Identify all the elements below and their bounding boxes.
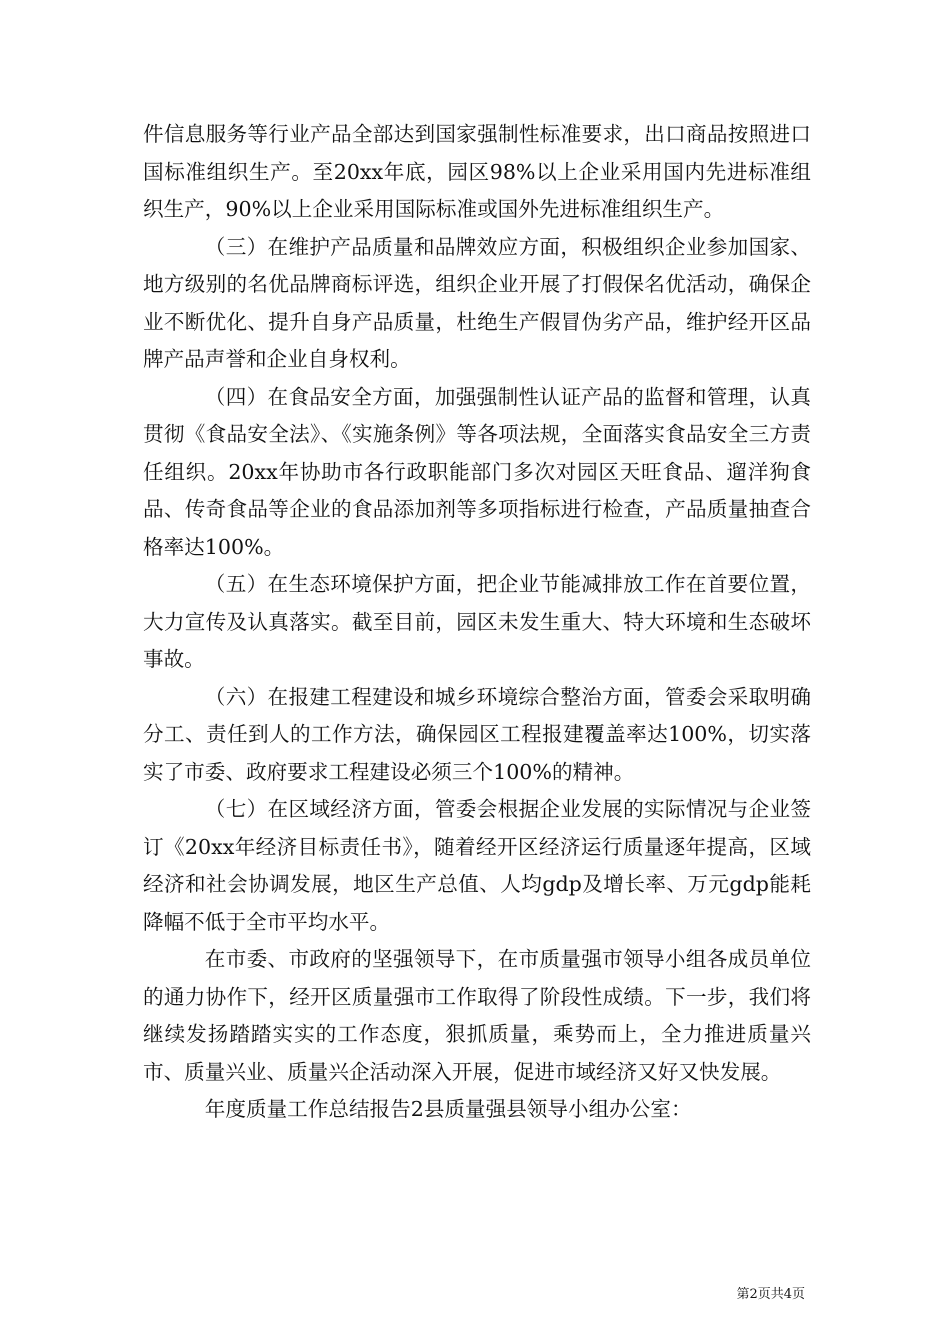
paragraph-next-report-heading: 年度质量工作总结报告2县质量强县领导小组办公室： bbox=[204, 1097, 692, 1121]
paragraph-continuation: 件信息服务等行业产品全部达到国家强制性标准要求，出口商品按照进口国标准组织生产。至20xx年底，园区98%以上企业采用国内先进标准组织生产，90%以上企业采用国际标准或国外先进标准组织生产。 bbox=[143, 122, 811, 221]
paragraph-section-six: （六）在报建工程建设和城乡环境综合整治方面，管委会采取明确分工、责任到人的工作方法，确保园区工程报建覆盖率达100%，切实落实了市委、政府要求工程建设必须三个100%的精神。 bbox=[143, 684, 811, 784]
paragraph-section-three: （三）在维护产品质量和品牌效应方面，积极组织企业参加国家、地方级别的名优品牌商标评选，组织企业开展了打假保名优活动，确保企业不断优化、提升自身产品质量，杜绝生产假冒伪劣产品，维护经开区品牌产品声誉和企业自身权利。 bbox=[143, 234, 811, 371]
paragraph-section-four: （四）在食品安全方面，加强强制性认证产品的监督和管理，认真贯彻《食品安全法》、《实施条例》等各项法规，全面落实食品安全三方责任组织。20xx年协助市各行政职能部门多次对园区天旺食品、遛洋狗食品、传奇食品等企业的食品添加剂等多项指标进行检查，产品质量抽查合格率达100%。 bbox=[143, 384, 811, 559]
document-body bbox=[143, 116, 811, 1129]
paragraph-section-five: （五）在生态环境保护方面，把企业节能减排放工作在首要位置，大力宣传及认真落实。截至目前，园区未发生重大、特大环境和生态破坏事故。 bbox=[143, 572, 811, 671]
page-number-footer: 第2页共4页 bbox=[736, 1287, 805, 1302]
paragraph-conclusion: 在市委、市政府的坚强领导下，在市质量强市领导小组各成员单位的通力协作下，经开区质量强市工作取得了阶段性成绩。下一步，我们将继续发扬踏踏实实的工作态度，狠抓质量，乘势而上，全力推进质量兴市、质量兴业、质量兴企活动深入开展，促进市域经济又好又快发展。 bbox=[143, 947, 811, 1084]
paragraph-section-seven: （七）在区域经济方面，管委会根据企业发展的实际情况与企业签订《20xx年经济目标责任书》，随着经开区经济运行质量逐年提高，区域经济和社会协调发展，地区生产总值、人均gdp及增长率、万元gdp能耗降幅不低于全市平均水平。 bbox=[143, 797, 811, 934]
